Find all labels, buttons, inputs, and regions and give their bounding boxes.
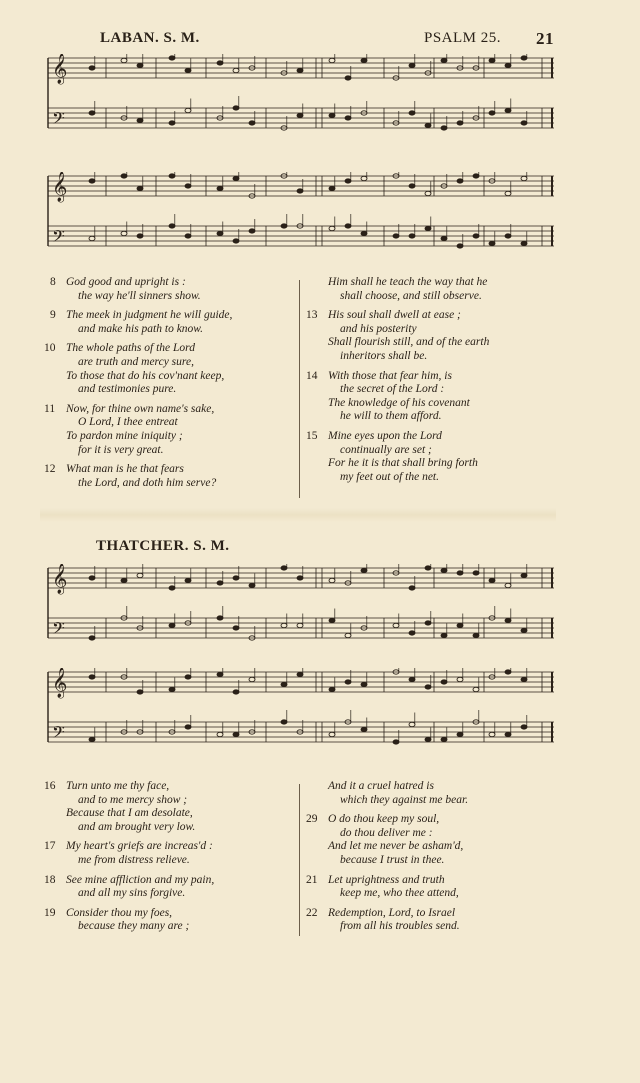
verse-number: 29 — [306, 813, 318, 826]
verse-number: 10 — [44, 342, 56, 355]
verse-line: are truth and mercy sure, — [78, 355, 194, 368]
verse-line: O do thou keep my soul, — [328, 813, 440, 826]
verse-number: 13 — [306, 309, 318, 322]
verse-line: and all my sins forgive. — [78, 887, 186, 900]
verse-line: What man is he that fears — [66, 463, 184, 476]
column-divider — [299, 784, 300, 936]
verse-line: For he it is that shall bring forth — [328, 457, 478, 470]
verse-line: Shall flourish still, and of the earth — [328, 336, 490, 349]
verse — [44, 342, 294, 396]
verse-number: 8 — [50, 276, 56, 288]
verse — [44, 276, 294, 303]
verses-right-column — [306, 780, 556, 940]
verse-number: 21 — [306, 873, 318, 886]
verse — [44, 463, 294, 490]
verse — [44, 907, 294, 934]
verse-line: To those that do his cov'nant keep, — [66, 369, 225, 382]
verse-line: for it is very great. — [78, 443, 164, 456]
verse — [306, 813, 556, 867]
verse-line: The meek in judgment he will guide, — [66, 309, 233, 322]
verse-line: Let uprightness and truth — [328, 873, 445, 886]
verse-line: My heart's griefs are increas'd : — [66, 840, 213, 853]
verse-line: Him shall he teach the way that he — [328, 276, 488, 288]
verse-line: the way he'll sinners show. — [78, 289, 201, 302]
verse — [306, 780, 556, 807]
verse-line: the secret of the Lord : — [340, 383, 445, 396]
verse — [44, 403, 294, 457]
verse-line: And let me never be asham'd, — [328, 840, 464, 853]
music-system — [44, 54, 556, 138]
verse-line: And it a cruel hatred is — [328, 780, 434, 792]
verse-line: Redemption, Lord, to Israel — [328, 906, 456, 919]
verse-line: and his posterity — [340, 322, 417, 335]
svg-text:𝄢: 𝄢 — [52, 108, 65, 132]
verse-number: 15 — [306, 429, 318, 442]
verse-line: God good and upright is : — [66, 276, 186, 288]
psalm-reference: PSALM 25. — [424, 30, 502, 46]
verse-line: His soul shall dwell at ease ; — [328, 309, 461, 322]
verse-line: Because that I am desolate, — [66, 807, 193, 820]
verse-line: Mine eyes upon the Lord — [328, 429, 442, 442]
verse-number: 9 — [50, 309, 56, 322]
verse — [44, 309, 294, 336]
verse-number: 22 — [306, 906, 318, 919]
svg-text:𝄢: 𝄢 — [52, 722, 65, 746]
tune-title-laban: LABAN. S. M. — [100, 30, 200, 46]
verse — [306, 874, 556, 901]
verse-line: do thou deliver me : — [340, 826, 433, 839]
verse-line: and to me mercy show ; — [78, 793, 188, 806]
svg-text:𝄞: 𝄞 — [52, 54, 68, 84]
svg-text:𝄢: 𝄢 — [52, 226, 65, 250]
verse-line: See mine affliction and my pain, — [66, 873, 215, 886]
verse — [306, 276, 556, 303]
music-system — [44, 564, 556, 648]
tune-title-thatcher: THATCHER. S. M. — [96, 538, 230, 554]
verse-line: Now, for thine own name's sake, — [66, 402, 215, 415]
verse-line: from all his troubles send. — [340, 920, 460, 933]
svg-text:𝄞: 𝄞 — [52, 172, 68, 202]
verse-line: Turn unto me thy face, — [66, 780, 170, 792]
verse-line: O Lord, I thee entreat — [78, 416, 178, 429]
verse-line: me from distress relieve. — [78, 853, 190, 866]
column-divider — [299, 280, 300, 498]
verse-line: With those that fear him, is — [328, 369, 452, 382]
verse-line: shall choose, and still observe. — [340, 289, 482, 302]
verse-line: The whole paths of the Lord — [66, 342, 195, 355]
svg-text:𝄢: 𝄢 — [52, 618, 65, 642]
verse — [44, 874, 294, 901]
verses-left-column — [44, 780, 294, 940]
verse-line: and make his path to know. — [78, 322, 203, 335]
verse — [306, 430, 556, 484]
verse-number: 12 — [44, 463, 56, 476]
page-number: 21 — [536, 29, 554, 48]
verse — [306, 907, 556, 934]
verse-line: my feet out of the net. — [340, 470, 439, 483]
verse-line: he will to them afford. — [340, 410, 442, 423]
verse-line: and testimonies pure. — [78, 383, 177, 396]
section-separator — [40, 508, 556, 522]
verse-number: 14 — [306, 369, 318, 382]
svg-text:𝄞: 𝄞 — [52, 564, 68, 594]
verse-line: inheritors shall be. — [340, 349, 428, 362]
verse — [44, 780, 294, 834]
verse-line: because I trust in thee. — [340, 853, 445, 866]
verse-line: because they many are ; — [78, 920, 190, 933]
verse-number: 11 — [44, 402, 56, 415]
verse-line: keep me, who thee attend, — [340, 887, 459, 900]
verse — [306, 309, 556, 363]
verse-number: 16 — [44, 780, 56, 792]
verse-line: which they against me bear. — [340, 793, 469, 806]
verses-right-column — [306, 276, 556, 490]
verses-left-column — [44, 276, 294, 496]
verse-line: The knowledge of his covenant — [328, 396, 470, 409]
verse-line: Consider thou my foes, — [66, 906, 173, 919]
verse-number: 17 — [44, 840, 56, 853]
verse-line: the Lord, and doth him serve? — [78, 476, 217, 489]
music-system — [44, 172, 556, 256]
verse — [306, 370, 556, 424]
verse-number: 18 — [44, 873, 56, 886]
verse-line: To pardon mine iniquity ; — [66, 429, 183, 442]
music-system — [44, 668, 556, 752]
verse-line: continually are set ; — [340, 443, 432, 456]
verse-line: and am brought very low. — [78, 820, 196, 833]
verse — [44, 840, 294, 867]
verse-number: 19 — [44, 906, 56, 919]
svg-text:𝄞: 𝄞 — [52, 668, 68, 698]
